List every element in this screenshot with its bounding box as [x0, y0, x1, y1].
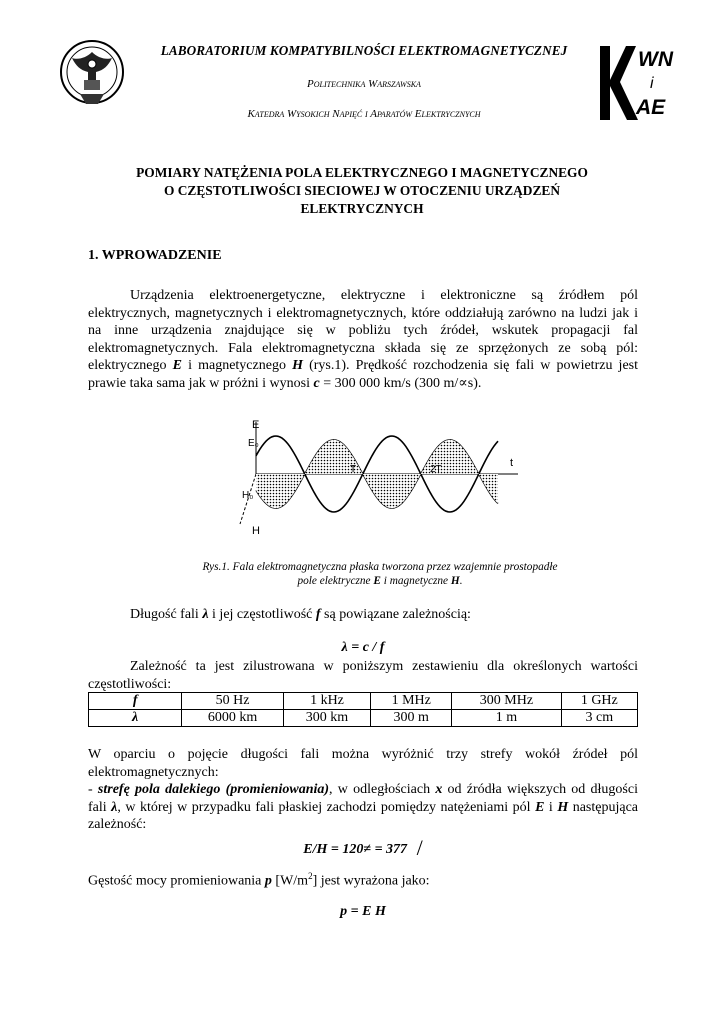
table-row-wavelength: λ 6000 km 300 km 300 m 1 m 3 cm — [89, 710, 638, 727]
fig-label-E0: E₀ — [248, 438, 259, 449]
fig-label-H0: H₀ — [242, 490, 254, 501]
power-formula: p = E H — [340, 904, 386, 919]
university-seal-logo — [58, 38, 126, 118]
power-sentence: Gęstość mocy promieniowania p $[W/m^2]$ jest wyrażona jako: — [88, 871, 430, 889]
zones-paragraph: W oparciu o pojęcie długości fali można wyróżnić trzy strefy wokół źródeł pól elektromagnetycznych: — [88, 747, 638, 780]
department-name: Katedra Wysokich Napięć i Aparatów Elektrycznych — [247, 108, 481, 120]
relation-paragraph: Zależność ta jest zilustrowana w poniższym zestawieniu dla określonych wartości częstotliwości: — [88, 659, 638, 692]
wavelength-formula: λ = c / f — [341, 640, 385, 655]
university-name: Politechnika Warszawska — [307, 78, 421, 90]
title-line-2: O CZĘSTOTLIWOŚCI SIECIOWEJ W OTOCZENIU URZĄDZEŃ — [163, 183, 560, 198]
fig-label-2T: 2T — [430, 464, 442, 475]
kwniae-logo — [596, 40, 674, 124]
impedance-formula: E/H = 120≠ = 377 / — [303, 835, 423, 860]
wavelength-table — [88, 692, 638, 727]
far-field-bullet: - strefę pola dalekiego (promieniowania), w odległościach x od źródła większych od długości fali λ, w której w przypadku fali płaskiej zachodzi pomiędzy natężeniami pól E i H następująca zależność: — [88, 782, 639, 833]
svg-text:i: i — [650, 75, 654, 92]
em-wave-figure — [236, 414, 526, 544]
fig-label-T: T — [350, 464, 357, 475]
intro-paragraph: Urządzenia elektroenergetyczne, elektryczne i elektroniczne są źródłem pól elektrycznych, magnetycznych i elektromagnetycznych, które oddziałują zarówno na ludzi jak i na inne urządzenia znajdujące się w pobliżu tych źródeł, wskutek propagacji fal elektromagnetycznych. Fala elektromagnetyczna składa się ze sprzężonych ze sobą pól: elektrycznego E i magnetycznego H (rys.1). Prędkość rozchodzenia się fali w powietrzu jest prawie taka sama jak w próżni i wynosi c = 300 000 km/s (300 m/∝s). — [88, 288, 639, 391]
svg-text:AE: AE — [636, 96, 666, 119]
table-row-frequency: f 50 Hz 1 kHz 1 MHz 300 MHz 1 GHz — [89, 693, 638, 710]
title-line-1: POMIARY NATĘŻENIA POLA ELEKTRYCZNEGO I MAGNETYCZNEGO — [136, 165, 588, 180]
fig-label-E: E — [252, 419, 260, 431]
relation-sentence: Długość fali λ i jej częstotliwość f są powiązane zależnością: — [130, 607, 471, 622]
section-heading: 1. WPROWADZENIE — [88, 248, 222, 263]
document-title — [90, 164, 634, 218]
title-line-3: ELEKTRYCZNYCH — [300, 201, 424, 216]
figure-caption: Rys.1. Fala elektromagnetyczna płaska tworzona przez wzajemnie prostopadłe pole elektryczne E i magnetyczne H. — [202, 561, 558, 587]
svg-text:WN: WN — [638, 48, 673, 71]
lab-title: LABORATORIUM KOMPATYBILNOŚCI ELEKTROMAGNETYCZNEJ — [160, 43, 568, 58]
fig-label-t: t — [510, 457, 514, 469]
fig-label-H: H — [252, 525, 260, 537]
